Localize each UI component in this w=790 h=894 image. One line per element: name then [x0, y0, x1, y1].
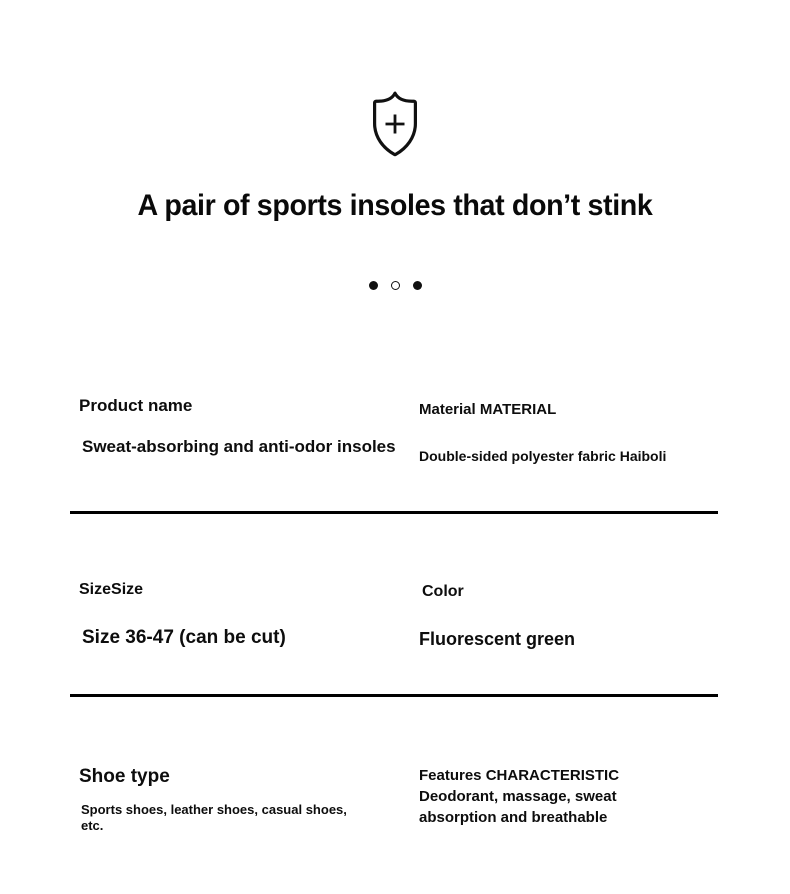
spec-label: Material MATERIAL [419, 401, 557, 418]
spec-divider [70, 694, 718, 697]
spec-cell-size [79, 580, 409, 650]
spec-cell-material [419, 396, 719, 466]
spec-value: Double-sided polyester fabric Haiboli [419, 448, 667, 464]
spec-value: Sports shoes, leather shoes, casual shoes, etc. [81, 802, 347, 833]
spec-value: Sweat-absorbing and anti-odor insoles [82, 437, 396, 456]
spec-cell-product-name [79, 396, 409, 457]
spec-label: Color [422, 583, 464, 600]
spec-value: Fluorescent green [419, 629, 576, 649]
spec-row [0, 580, 790, 695]
spec-value: Size 36-47 (can be cut) [82, 627, 286, 648]
spec-cell-color [419, 580, 719, 651]
spec-value: Deodorant, massage, sweat absorption and breathable [419, 788, 617, 826]
spec-label: Shoe type [79, 766, 170, 787]
spec-row [0, 396, 790, 512]
spec-cell-features [419, 765, 719, 828]
spec-cell-shoe-type [79, 765, 409, 834]
spec-label: Product name [79, 396, 193, 415]
spec-row [0, 765, 790, 875]
spec-label: SizeSize [79, 581, 144, 598]
spec-label: Features CHARACTERISTIC [419, 767, 620, 784]
hero-title: A pair of sports insoles that don’t stink [137, 189, 653, 222]
spec-divider [70, 511, 718, 514]
